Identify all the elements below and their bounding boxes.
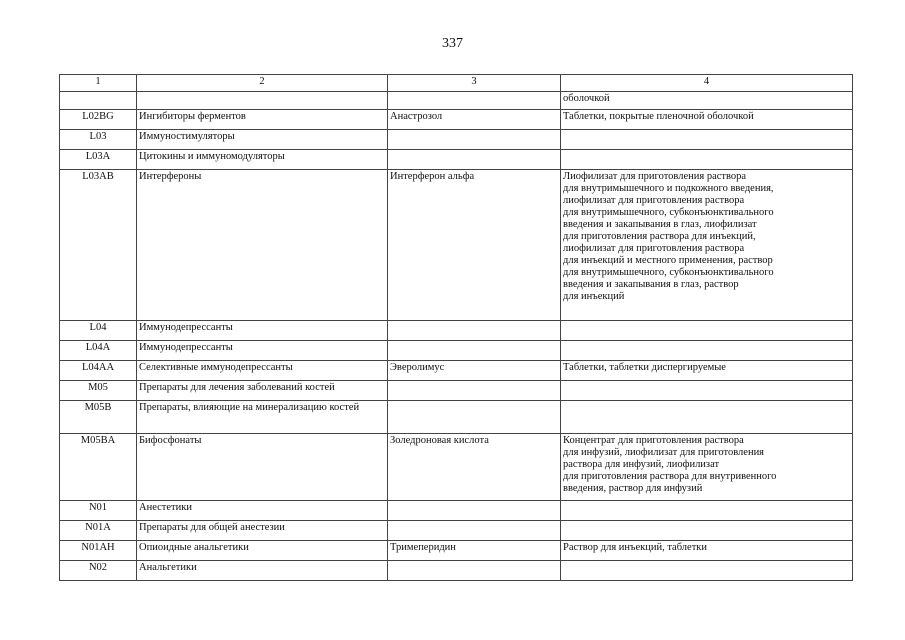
drug-cell: Эверолимус	[388, 361, 561, 381]
code-cell: M05	[60, 381, 137, 401]
table-row	[60, 541, 853, 561]
table-row	[60, 561, 853, 581]
form-cell	[561, 401, 853, 434]
group-cell: Интерфероны	[137, 170, 388, 321]
form-cell	[561, 381, 853, 401]
table-row	[60, 321, 853, 341]
code-cell: L04A	[60, 341, 137, 361]
form-cell	[561, 130, 853, 150]
code-cell: N01A	[60, 521, 137, 541]
column-header-4: 4	[561, 75, 853, 92]
drug-cell	[388, 150, 561, 170]
table-row	[60, 110, 853, 130]
drug-cell: Тримеперидин	[388, 541, 561, 561]
group-cell: Ингибиторы ферментов	[137, 110, 388, 130]
table-row	[60, 150, 853, 170]
code-cell: N01	[60, 501, 137, 521]
group-cell: Бифосфонаты	[137, 434, 388, 501]
page-number: 337	[442, 36, 463, 51]
form-cell	[561, 150, 853, 170]
column-header-1: 1	[60, 75, 137, 92]
table-row	[60, 361, 853, 381]
group-cell: Препараты для лечения заболеваний костей	[137, 381, 388, 401]
drug-cell	[388, 381, 561, 401]
form-cell: Концентрат для приготовления раствора для инфузий, лиофилизат для приготовления раствора для инфузий, лиофилизат для приготовления раствора для внутривенного введения, раствор для инфузий	[561, 434, 853, 501]
group-cell: Препараты для общей анестезии	[137, 521, 388, 541]
table-row	[60, 341, 853, 361]
table-row	[60, 170, 853, 321]
form-cell: Лиофилизат для приготовления раствора для внутримышечного и подкожного введения, лиофилизат для приготовления раствора для внутримышечного, субконъюнктивального введения и закапывания в глаз, лиофилизат для приготовления раствора для инъекций, лиофилизат для приготовления раствора для инъекций и местного применения, раствор для внутримышечного, субконъюнктивального введения и закапывания в глаз, раствор для инъекций	[561, 170, 853, 321]
drug-table	[59, 74, 853, 581]
table-row-continuation	[60, 92, 853, 110]
table-header-row	[60, 75, 853, 92]
table-row	[60, 521, 853, 541]
drug-cell	[388, 321, 561, 341]
group-cell: Опиоидные анальгетики	[137, 541, 388, 561]
code-cell: L04AA	[60, 361, 137, 381]
table-row	[60, 434, 853, 501]
form-cell: Раствор для инъекций, таблетки	[561, 541, 853, 561]
drug-cell	[388, 92, 561, 110]
form-cell	[561, 561, 853, 581]
group-cell: Иммунодепрессанты	[137, 321, 388, 341]
drug-cell	[388, 401, 561, 434]
form-cell: оболочкой	[561, 92, 853, 110]
form-cell: Таблетки, покрытые пленочной оболочкой	[561, 110, 853, 130]
table-row	[60, 381, 853, 401]
form-cell	[561, 521, 853, 541]
table-row	[60, 401, 853, 434]
drug-cell: Интерферон альфа	[388, 170, 561, 321]
group-cell: Иммунодепрессанты	[137, 341, 388, 361]
code-cell: L03AB	[60, 170, 137, 321]
group-cell: Анальгетики	[137, 561, 388, 581]
table-row	[60, 130, 853, 150]
drug-cell	[388, 341, 561, 361]
drug-cell: Золедроновая кислота	[388, 434, 561, 501]
drug-cell: Анастрозол	[388, 110, 561, 130]
group-cell: Анестетики	[137, 501, 388, 521]
column-header-3: 3	[388, 75, 561, 92]
group-cell: Селективные иммунодепрессанты	[137, 361, 388, 381]
group-cell	[137, 92, 388, 110]
code-cell	[60, 92, 137, 110]
form-cell	[561, 341, 853, 361]
code-cell: M05B	[60, 401, 137, 434]
code-cell: L03A	[60, 150, 137, 170]
form-cell	[561, 321, 853, 341]
code-cell: M05BA	[60, 434, 137, 501]
table-row	[60, 501, 853, 521]
drug-cell	[388, 130, 561, 150]
drug-cell	[388, 521, 561, 541]
column-header-2: 2	[137, 75, 388, 92]
form-cell	[561, 501, 853, 521]
code-cell: N01AH	[60, 541, 137, 561]
form-cell: Таблетки, таблетки диспергируемые	[561, 361, 853, 381]
group-cell: Препараты, влияющие на минерализацию костей	[137, 401, 388, 434]
drug-cell	[388, 561, 561, 581]
code-cell: L02BG	[60, 110, 137, 130]
group-cell: Цитокины и иммуномодуляторы	[137, 150, 388, 170]
group-cell: Иммуностимуляторы	[137, 130, 388, 150]
code-cell: N02	[60, 561, 137, 581]
code-cell: L03	[60, 130, 137, 150]
code-cell: L04	[60, 321, 137, 341]
drug-cell	[388, 501, 561, 521]
